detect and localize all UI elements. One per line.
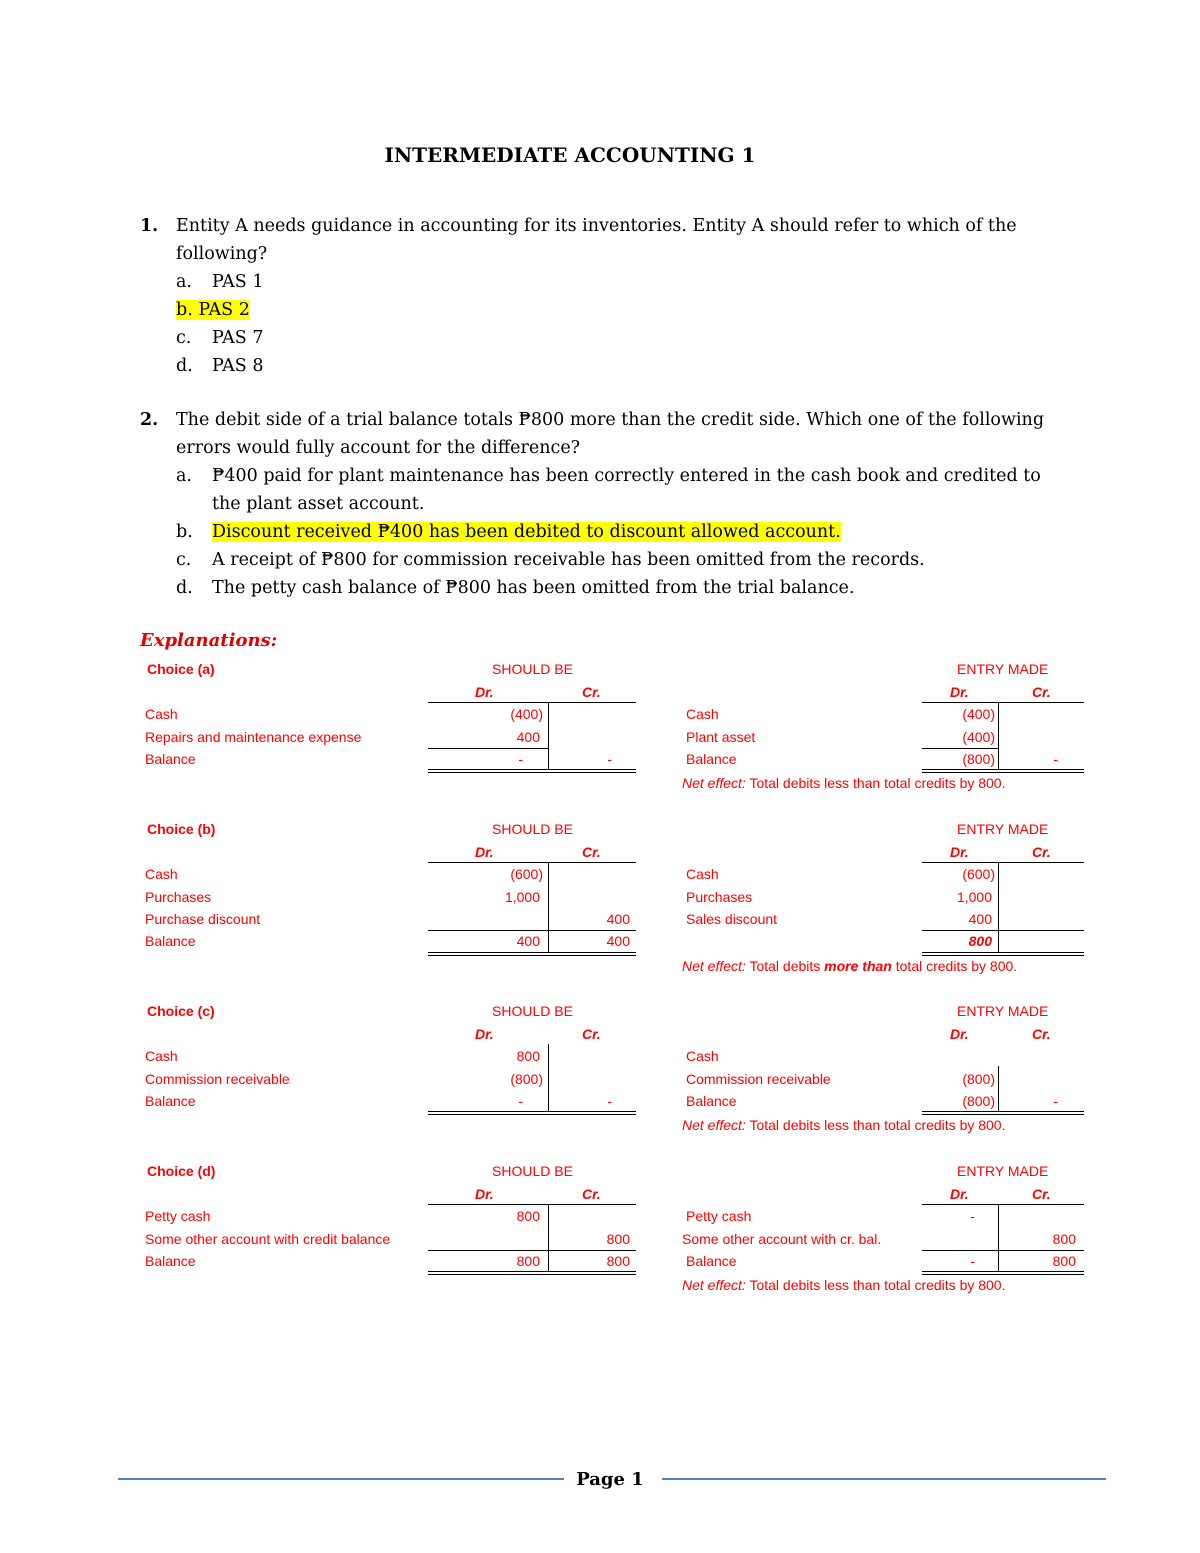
choice-text: ₱400 paid for plant maintenance has been correctly entered in the cash book and credited to the plant asset account. <box>212 466 1041 514</box>
sb-account: Purchase discount <box>145 911 261 927</box>
rule <box>922 1274 1084 1275</box>
choice-text: PAS 7 <box>212 328 264 348</box>
em-dr-heading: Dr. <box>950 684 969 700</box>
em-dr-heading: Dr. <box>950 1026 969 1042</box>
rule <box>428 769 636 770</box>
rule <box>998 702 999 770</box>
em-cr-heading: Cr. <box>1032 1026 1051 1042</box>
em-account: Cash <box>686 866 719 882</box>
sb-cr-value: - <box>607 1093 612 1109</box>
em-dr-value: (800) <box>962 1071 995 1087</box>
em-account: Purchases <box>686 889 753 905</box>
choice-item <box>176 546 1070 574</box>
sb-dr-value: 800 <box>516 1253 540 1269</box>
sb-dr-value: (600) <box>510 866 543 882</box>
choice-letter: b. <box>176 300 193 320</box>
sb-account: Cash <box>145 866 178 882</box>
sb-cr-value: 400 <box>606 933 630 949</box>
rule <box>922 862 1084 863</box>
rule <box>922 748 998 749</box>
rule <box>428 748 548 749</box>
choice-item <box>176 574 1070 602</box>
choice-letter: a. <box>176 272 192 292</box>
choice-letter: c. <box>176 328 192 348</box>
choice-text: The petty cash balance of ₱800 has been omitted from the trial balance. <box>212 578 855 598</box>
choice-letter: a. <box>176 466 192 486</box>
net-effect <box>682 775 1006 791</box>
net-effect <box>682 1277 1006 1293</box>
explanation-choice-d <box>140 1160 1090 1300</box>
sb-dr-heading: Dr. <box>475 1186 494 1202</box>
sb-dr-heading: Dr. <box>475 844 494 860</box>
rule <box>548 1044 549 1112</box>
question-number: 1. <box>140 216 159 236</box>
em-cr-heading: Cr. <box>1032 684 1051 700</box>
em-account: Petty cash <box>686 1208 752 1224</box>
should-be-heading: SHOULD BE <box>492 821 573 837</box>
choice-text: PAS 2 <box>198 300 250 320</box>
rule <box>428 1250 636 1251</box>
net-effect <box>682 1117 1006 1133</box>
sb-cr-value: 400 <box>606 911 630 927</box>
net-effect-text: Total debits less than total credits by 800. <box>749 775 1006 791</box>
sb-account: Cash <box>145 706 178 722</box>
em-account: Cash <box>686 1048 719 1064</box>
choice-item-answer <box>176 518 1070 546</box>
question-stem: Entity A needs guidance in accounting for its inventories. Entity A should refer to which of the following? <box>176 216 1017 264</box>
em-cr-value: 800 <box>1052 1231 1076 1247</box>
footer-rule-right <box>662 1478 1106 1480</box>
rule <box>922 952 1084 953</box>
em-dr-value: 400 <box>968 911 992 927</box>
net-effect-label: Net effect: <box>682 1277 746 1293</box>
em-account: Balance <box>686 1253 737 1269</box>
em-account: Some other account with cr. bal. <box>682 1231 882 1247</box>
em-cr-heading: Cr. <box>1032 844 1051 860</box>
explanation-choice-c <box>140 1000 1090 1140</box>
em-dr-heading: Dr. <box>950 844 969 860</box>
explanation-choice-b <box>140 818 1090 978</box>
rule <box>428 702 636 703</box>
sb-cr-heading: Cr. <box>582 1186 601 1202</box>
em-dr-heading: Dr. <box>950 1186 969 1202</box>
sb-dr-value: - <box>518 751 523 767</box>
sb-dr-heading: Dr. <box>475 1026 494 1042</box>
sb-dr-value: 400 <box>516 933 540 949</box>
sb-cr-heading: Cr. <box>582 844 601 860</box>
em-dr-value: - <box>970 1253 975 1269</box>
net-effect-label: Net effect: <box>682 775 746 791</box>
explanation-choice-a <box>140 658 1090 798</box>
choice-label: Choice (a) <box>147 661 215 677</box>
em-cr-value: 800 <box>1052 1253 1076 1269</box>
net-effect-post: total credits by 800. <box>895 958 1018 974</box>
choice-letter: b. <box>176 522 193 542</box>
choice-item <box>176 268 1070 296</box>
choice-letter: c. <box>176 550 192 570</box>
rule <box>922 1204 1084 1205</box>
sb-cr-value: 800 <box>606 1253 630 1269</box>
net-effect-emphasis: more than <box>824 958 892 974</box>
rule <box>548 862 549 953</box>
rule <box>548 702 549 770</box>
rule <box>922 1114 1084 1115</box>
em-dr-value: (800) <box>962 751 995 767</box>
should-be-heading: SHOULD BE <box>492 1163 573 1179</box>
footer-rule-left <box>118 1478 564 1480</box>
em-account: Balance <box>686 751 737 767</box>
sb-dr-value: 400 <box>516 729 540 745</box>
choice-label: Choice (b) <box>147 821 216 837</box>
rule <box>922 1271 1084 1272</box>
sb-account: Some other account with credit balance <box>145 1231 391 1247</box>
should-be-heading: SHOULD BE <box>492 1003 573 1019</box>
rule <box>428 772 636 773</box>
sb-account: Balance <box>145 1253 196 1269</box>
choice-text: A receipt of ₱800 for commission receivable has been omitted from the records. <box>212 550 925 570</box>
choice-item <box>176 352 1070 380</box>
choice-letter: d. <box>176 356 193 376</box>
choice-label: Choice (d) <box>147 1163 216 1179</box>
net-effect-text: Total debits less than total credits by 800. <box>749 1117 1006 1133</box>
net-effect-label: Net effect: <box>682 1117 746 1133</box>
sb-dr-value: 800 <box>516 1048 540 1064</box>
choice-list <box>176 462 1070 602</box>
choice-text: Discount received ₱400 has been debited to discount allowed account. <box>212 522 841 542</box>
sb-account: Purchases <box>145 889 212 905</box>
choice-text: PAS 8 <box>212 356 264 376</box>
choice-list <box>176 268 1070 380</box>
sb-account: Balance <box>145 751 196 767</box>
net-effect <box>682 958 1017 974</box>
choice-item <box>176 462 1070 518</box>
answer-highlight <box>176 300 250 320</box>
question-1 <box>140 212 1070 380</box>
rule <box>922 1250 1084 1251</box>
sb-account: Balance <box>145 1093 196 1109</box>
sb-dr-value: (400) <box>510 706 543 722</box>
em-cr-value: - <box>1053 751 1058 767</box>
em-account: Plant asset <box>686 729 756 745</box>
choice-item <box>176 324 1070 352</box>
page-number: Page 1 <box>576 1469 644 1490</box>
entry-made-heading: ENTRY MADE <box>957 1163 1049 1179</box>
sb-dr-value: (800) <box>510 1071 543 1087</box>
sb-dr-heading: Dr. <box>475 684 494 700</box>
sb-dr-value: 800 <box>516 1208 540 1224</box>
sb-account: Commission receivable <box>145 1071 290 1087</box>
rule <box>428 1114 636 1115</box>
rule <box>428 952 636 953</box>
rule <box>922 955 1084 956</box>
sb-cr-heading: Cr. <box>582 684 601 700</box>
rule <box>428 862 636 863</box>
choice-label: Choice (c) <box>147 1003 215 1019</box>
rule <box>922 930 1084 931</box>
rule <box>922 772 1084 773</box>
em-account: Balance <box>686 1093 737 1109</box>
em-dr-value: - <box>970 1208 975 1224</box>
em-dr-value: (800) <box>962 1093 995 1109</box>
rule <box>428 1204 636 1205</box>
sb-dr-value: - <box>518 1093 523 1109</box>
rule <box>998 1204 999 1272</box>
em-account: Commission receivable <box>686 1071 831 1087</box>
em-account: Cash <box>686 706 719 722</box>
em-total-value: 800 <box>968 933 992 949</box>
sb-account: Repairs and maintenance expense <box>145 729 362 745</box>
em-account: Sales discount <box>686 911 778 927</box>
net-effect-pre: Total debits <box>749 958 821 974</box>
choice-letter: d. <box>176 578 193 598</box>
em-cr-heading: Cr. <box>1032 1186 1051 1202</box>
entry-made-heading: ENTRY MADE <box>957 661 1049 677</box>
sb-cr-value: - <box>607 751 612 767</box>
rule <box>428 1274 636 1275</box>
net-effect-text: Total debits less than total credits by 800. <box>749 1277 1006 1293</box>
entry-made-heading: ENTRY MADE <box>957 1003 1049 1019</box>
rule <box>998 1066 999 1112</box>
sb-account: Balance <box>145 933 196 949</box>
net-effect-label: Net effect: <box>682 958 746 974</box>
rule <box>922 1111 1084 1112</box>
rule <box>428 1111 636 1112</box>
document-title: INTERMEDIATE ACCOUNTING 1 <box>384 143 756 167</box>
em-dr-value: (600) <box>962 866 995 882</box>
em-dr-value: (400) <box>962 706 995 722</box>
sb-dr-value: 1,000 <box>504 889 540 905</box>
sb-account: Cash <box>145 1048 178 1064</box>
choice-item-answer <box>176 296 1070 324</box>
rule <box>548 1204 549 1272</box>
should-be-heading: SHOULD BE <box>492 661 573 677</box>
explanations-heading: Explanations: <box>140 630 278 651</box>
sb-cr-value: 800 <box>606 1231 630 1247</box>
sb-account: Petty cash <box>145 1208 211 1224</box>
em-cr-value: - <box>1053 1093 1058 1109</box>
em-dr-value: 1,000 <box>956 889 992 905</box>
rule <box>998 862 999 953</box>
question-2 <box>140 406 1070 602</box>
choice-text: PAS 1 <box>212 272 264 292</box>
em-dr-value: (400) <box>962 729 995 745</box>
rule <box>922 702 1084 703</box>
question-stem: The debit side of a trial balance totals ₱800 more than the credit side. Which one of the following errors would fully account for the difference? <box>176 410 1045 458</box>
rule <box>428 955 636 956</box>
rule <box>428 1271 636 1272</box>
entry-made-heading: ENTRY MADE <box>957 821 1049 837</box>
rule <box>428 930 636 931</box>
sb-cr-heading: Cr. <box>582 1026 601 1042</box>
rule <box>922 769 1084 770</box>
question-number: 2. <box>140 410 159 430</box>
